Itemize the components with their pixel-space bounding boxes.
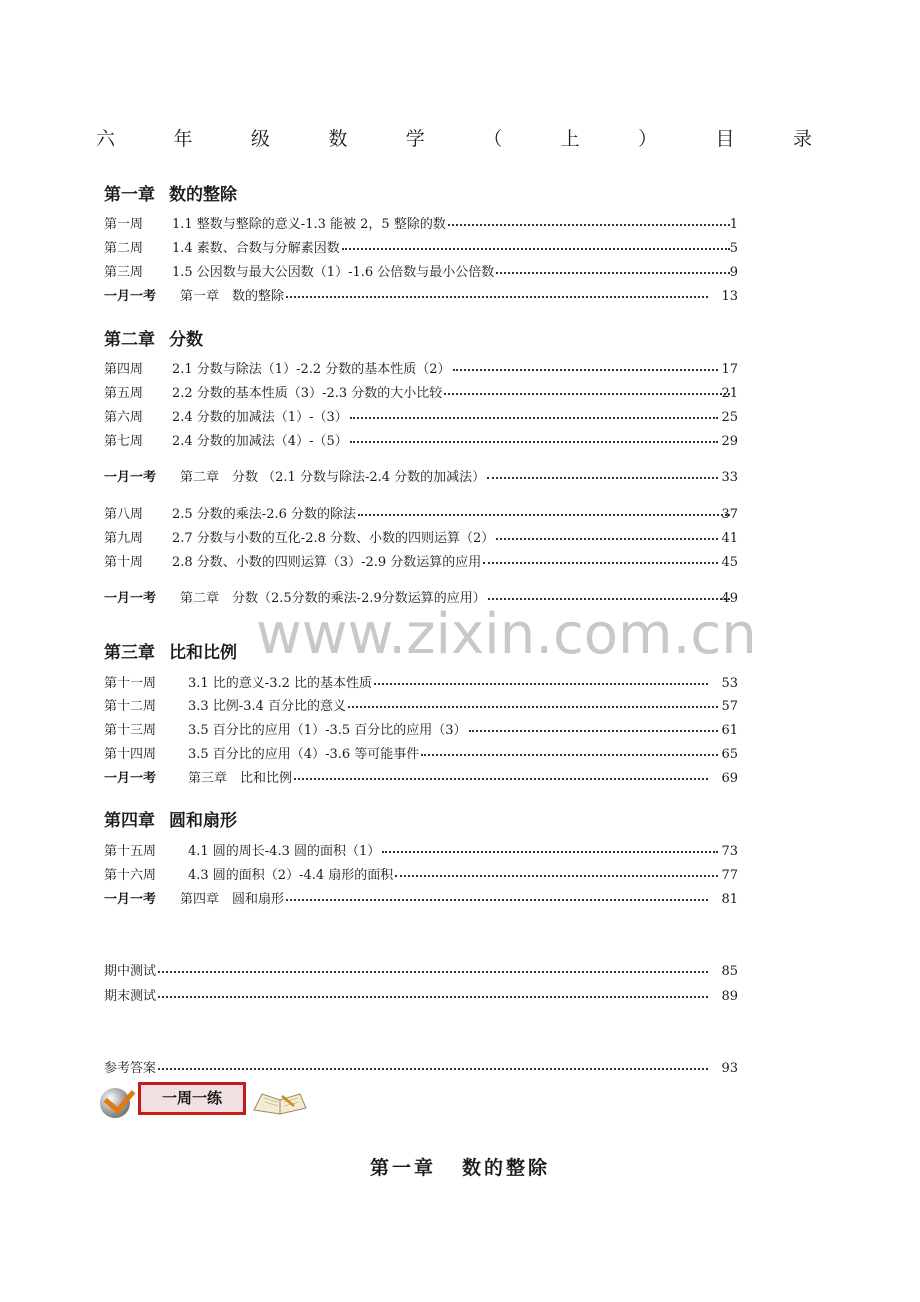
toc-entry[interactable]	[104, 434, 744, 452]
toc-page-number: 49	[721, 591, 738, 606]
toc-week-label: 第一周	[104, 217, 144, 232]
title-char: 上	[560, 128, 580, 150]
toc-week-label: 期末测试	[104, 989, 157, 1004]
toc-week-label: 第十三周	[104, 723, 157, 738]
toc-week-label: 第十周	[104, 555, 144, 570]
title-char: 六	[96, 128, 116, 150]
title-char: ）	[638, 128, 658, 150]
toc-page-number: 77	[721, 868, 738, 883]
toc-topic: 第三章 比和比例	[188, 771, 293, 786]
toc-topic: 第二章 分数（2.5分数的乘法-2.9分数运算的应用）	[180, 591, 486, 606]
title-char: 录	[792, 128, 812, 150]
toc-entry[interactable]	[104, 591, 744, 609]
toc-topic: 2.8 分数、小数的四则运算（3）-2.9 分数运算的应用	[172, 555, 482, 570]
toc-topic: 4.1 圆的周长-4.3 圆的面积（1）	[188, 844, 381, 859]
toc-entry[interactable]	[104, 507, 744, 525]
toc-entry[interactable]	[104, 868, 744, 886]
toc-leader-dots	[286, 296, 708, 298]
toc-topic: 3.5 百分比的应用（1）-3.5 百分比的应用（3）	[188, 723, 467, 738]
banner-tag	[138, 1082, 246, 1115]
toc-entry[interactable]	[104, 964, 744, 982]
toc-leader-dots	[444, 393, 730, 395]
toc-topic: 第四章 圆和扇形	[180, 892, 285, 907]
toc-entry[interactable]	[104, 217, 744, 235]
title-char: 级	[250, 128, 270, 150]
toc-leader-dots	[342, 248, 730, 250]
toc-leader-dots	[294, 778, 708, 780]
toc-leader-dots	[374, 683, 708, 685]
toc-topic: 2.4 分数的加减法（4）-（5）	[172, 434, 348, 449]
toc-entry[interactable]	[104, 1061, 744, 1079]
toc-page-number: 25	[721, 410, 738, 425]
toc-page-number: 45	[721, 555, 738, 570]
toc-week-label: 第八周	[104, 507, 144, 522]
toc-week-label: 第九周	[104, 531, 144, 546]
chapter-start-title: 第一章 数的整除	[369, 1157, 551, 1179]
toc-page-number: 37	[721, 507, 738, 522]
toc-page-number: 73	[721, 844, 738, 859]
toc-topic: 1.5 公因数与最大公因数（1）-1.6 公倍数与最小公倍数	[172, 265, 495, 280]
toc-page-number: 9	[729, 265, 738, 280]
toc-title	[96, 124, 812, 151]
toc-topic: 第一章 数的整除	[180, 289, 285, 304]
toc-entry[interactable]	[104, 265, 744, 283]
toc-week-label: 第四周	[104, 362, 144, 377]
toc-entry[interactable]	[104, 747, 744, 765]
toc-leader-dots	[348, 706, 718, 708]
toc-topic: 2.1 分数与除法（1）-2.2 分数的基本性质（2）	[172, 362, 451, 377]
watermark: www.zixin.com.cn	[256, 602, 757, 667]
toc-page-number: 13	[721, 289, 738, 304]
toc-topic: 3.5 百分比的应用（4）-3.6 等可能事件	[188, 747, 420, 762]
toc-leader-dots	[496, 538, 718, 540]
toc-topic: 2.2 分数的基本性质（3）-2.3 分数的大小比较	[172, 386, 443, 401]
toc-topic: 第二章 分数 （2.1 分数与除法-2.4 分数的加减法）	[180, 470, 486, 485]
title-char: 目	[715, 128, 735, 150]
toc-page-number: 5	[729, 241, 738, 256]
toc-page-number: 1	[729, 217, 738, 232]
toc-entry[interactable]	[104, 676, 744, 694]
toc-week-label: 第五周	[104, 386, 144, 401]
title-char: 学	[405, 128, 425, 150]
toc-week-label: 第十一周	[104, 676, 157, 691]
toc-leader-dots	[286, 899, 708, 901]
toc-entry[interactable]	[104, 470, 744, 488]
toc-page-number: 65	[721, 747, 738, 762]
toc-leader-dots	[469, 730, 718, 732]
toc-page-number: 21	[721, 386, 738, 401]
toc-topic: 3.1 比的意义-3.2 比的基本性质	[188, 676, 373, 691]
toc-week-label: 参考答案	[104, 1061, 157, 1076]
toc-week-label: 一月一考	[104, 892, 157, 907]
toc-leader-dots	[350, 417, 718, 419]
toc-entry[interactable]	[104, 844, 744, 862]
toc-leader-dots	[358, 514, 730, 516]
toc-week-label: 第十二周	[104, 699, 157, 714]
banner-label: 一周一练	[161, 1089, 222, 1107]
toc-leader-dots	[483, 562, 718, 564]
chapter-heading: 第三章 比和比例	[104, 643, 237, 663]
toc-week-label: 第七周	[104, 434, 144, 449]
toc-leader-dots	[395, 875, 718, 877]
toc-week-label: 一月一考	[104, 470, 157, 485]
toc-page-number: 69	[721, 771, 738, 786]
toc-week-label: 第十五周	[104, 844, 157, 859]
toc-topic: 2.7 分数与小数的互化-2.8 分数、小数的四则运算（2）	[172, 531, 495, 546]
toc-week-label: 期中测试	[104, 964, 157, 979]
toc-page-number: 85	[721, 964, 738, 979]
toc-entry[interactable]	[104, 386, 744, 404]
toc-leader-dots	[382, 851, 718, 853]
toc-leader-dots	[453, 369, 718, 371]
toc-leader-dots	[421, 754, 718, 756]
toc-week-label: 一月一考	[104, 771, 157, 786]
toc-entry[interactable]	[104, 362, 744, 380]
toc-entry[interactable]	[104, 289, 744, 307]
toc-leader-dots	[350, 441, 718, 443]
toc-entry[interactable]	[104, 555, 744, 573]
toc-week-label: 第六周	[104, 410, 144, 425]
toc-page-number: 89	[721, 989, 738, 1004]
toc-week-label: 一月一考	[104, 591, 157, 606]
toc-leader-dots	[487, 477, 718, 479]
toc-page-number: 93	[721, 1061, 738, 1076]
toc-topic: 3.3 比例-3.4 百分比的意义	[188, 699, 347, 714]
title-char: 年	[173, 128, 193, 150]
toc-entry[interactable]	[104, 699, 744, 717]
toc-entry[interactable]	[104, 241, 744, 259]
toc-topic: 2.5 分数的乘法-2.6 分数的除法	[172, 507, 357, 522]
toc-topic: 4.3 圆的面积（2）-4.4 扇形的面积	[188, 868, 394, 883]
toc-page-number: 17	[721, 362, 738, 377]
toc-topic: 2.4 分数的加减法（1）-（3）	[172, 410, 348, 425]
toc-entry[interactable]	[104, 410, 744, 428]
toc-page-number: 57	[721, 699, 738, 714]
toc-page-number: 41	[721, 531, 738, 546]
toc-leader-dots	[158, 996, 708, 998]
toc-page-number: 33	[721, 470, 738, 485]
toc-topic: 1.1 整数与整除的意义-1.3 能被 2，5 整除的数	[172, 217, 446, 232]
toc-entry[interactable]	[104, 723, 744, 741]
weekly-practice-banner	[100, 1082, 320, 1122]
toc-leader-dots	[158, 971, 708, 973]
toc-entry[interactable]	[104, 892, 744, 910]
toc-entry[interactable]	[104, 771, 744, 789]
chapter-heading: 第二章 分数	[104, 330, 203, 350]
toc-week-label: 第三周	[104, 265, 144, 280]
title-char: （	[483, 128, 503, 150]
title-char: 数	[328, 128, 348, 150]
toc-leader-dots	[158, 1068, 708, 1070]
toc-leader-dots	[448, 224, 730, 226]
chapter-heading: 第四章 圆和扇形	[104, 811, 237, 831]
toc-week-label: 一月一考	[104, 289, 157, 304]
toc-week-label: 第二周	[104, 241, 144, 256]
toc-entry[interactable]	[104, 531, 744, 549]
open-book-icon	[252, 1090, 308, 1116]
chapter-heading: 第一章 数的整除	[104, 185, 237, 205]
toc-topic: 1.4 素数、合数与分解素因数	[172, 241, 340, 256]
toc-entry[interactable]	[104, 989, 744, 1007]
toc-page-number: 61	[721, 723, 738, 738]
toc-page-number: 29	[721, 434, 738, 449]
toc-week-label: 第十四周	[104, 747, 157, 762]
toc-page-number: 53	[721, 676, 738, 691]
toc-page-number: 81	[721, 892, 738, 907]
toc-week-label: 第十六周	[104, 868, 157, 883]
